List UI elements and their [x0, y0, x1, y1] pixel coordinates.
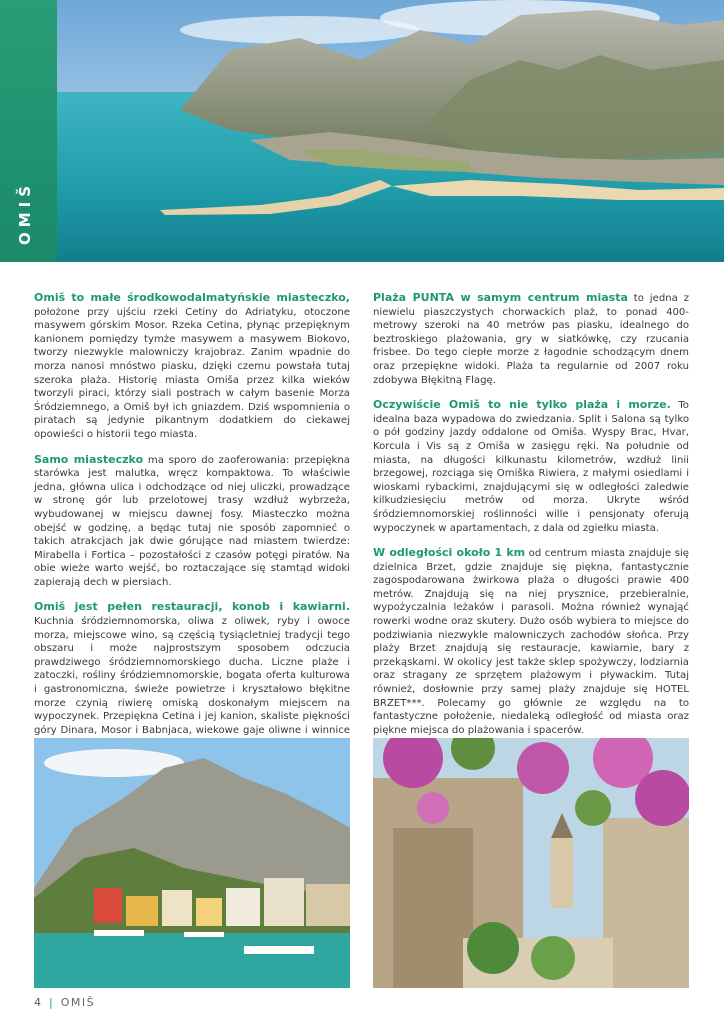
paragraph	[373, 291, 689, 387]
paragraph-lead: Samo miasteczko	[34, 452, 144, 466]
flowers-alley-photo	[373, 738, 689, 988]
footer-separator: |	[49, 996, 53, 1009]
paragraph	[34, 291, 350, 442]
hero-photo	[0, 0, 724, 262]
paragraph-body: Kuchnia śródziemnomorska, oliwa z oliwek, ryby i owoce morza, miejscowe wino, są częścią tysiącletniej tradycji tego obszaru i może najprostszym sposobem odczucia prawdziwego śródziemnomorskiego ducha. Liczne plaże i zatoczki, rośliny śródziemnomorskie, bogata oferta kulturowa i gastronomiczna, świeże powietrze i kryształowo błękitne morze czynią riwierę omiską doskonałym miejscem na wypoczynek. Przepiękna Cetina i jej kanion, skaliste piękności góry Dinara, Mosor i Babnjaca, wiekowe gaje oliwne i winnice	[34, 616, 350, 736]
paragraph-body: to jedna z niewielu piaszczystych chorwackich plaż, to ponad 400-metrowy szeroki na 40 metrów pas piasku, idealnego do beztroskiego plażowania, gry w siatkówkę, czy rzucania frisbee. Do tego ciepłe morze z łagodnie schodzącym dnem oraz przepiękne widoki. Plaża ta regularnie od 2007 roku zdobywa Błękitną Flagę.	[373, 293, 689, 386]
paragraph-body: położone przy ujściu rzeki Cetiny do Adriatyku, otoczone masywem górskim Mosor. Rzeka Cetina, płynąc przepięknym kanionem pomiędzy tymże masywem a masywem Biokovo, tworzy niezwykle malowniczy krajobraz. Zanim wpadnie do morza nanosi mnóstwo piasku, dzięki czemu powstała tutaj szeroka plaża. Historię miasta Omiša przez kilka wieków tworzyli piraci, którzy siali postrach w całym basenie Morza Śródziemnego, a Omiš był ich gniazdem. Dziś wspomnienia o piratach są jedynie pikantnym dodatkiem do ciekawej opowieści o historii tego miasta.	[34, 306, 350, 440]
flowers-alley-illustration	[373, 738, 689, 988]
paragraph-body: od centrum miasta znajduje się dzielnica Brzet, gdzie znajduje się piękna, fantastycznie zagospodarowana żwirkowa plaża o długości prawie 400 metrów. Znajdują się na niej prysznice, przebieralnie, wypożyczalnia leżaków i parasoli. Można również wynająć rowerki wodne oraz skutery. Dużo osób wybiera to miejsce do podziwiania niezwykle malowniczych zachodów słońca. Przy plaży Brzet znajdują się restauracje, kawiarnie, bary z przekąskami. W okolicy jest także sklep spożywczy, lodziarnia oraz stragany ze sprzętem plażowym i pływackim. Tutaj również, dosłownie przy samej plaży znajduje się HOTEL BRZET***. Polecamy go głównie ze względu na to fantastyczne położenie, niedaleką odległość od miasta oraz piękne miejsca do plażowania i spacerów.	[373, 548, 689, 736]
paragraph-lead: Omiš jest pełen restauracji, konob i kawiarni.	[34, 600, 350, 614]
paragraph	[373, 398, 689, 535]
paragraph-body: ma sporo do zaoferowania: przepiękna starówka jest malutka, wręcz kompaktowa. To właściwie jedna, główna ulica i odchodzące od niej uliczki, prowadzące w stronę gór lub przelotowej trasy wzdłuż wybrzeża, wybudowanej w miejscu dawnej fosy. Miasteczko można obejść w godzinę, a będąc tutaj nie sposób zapomnieć o takich atrakcjach jak dwie górujące nad miastem twierdze: Mirabella i Fortica – pozostałości z czasów potęgi piratów. Na obie wieże warto wejść, bo roztaczające się stamtąd widoki zapierają dech w piersiach.	[34, 454, 350, 588]
harbor-photo	[34, 738, 350, 988]
harbor-illustration	[34, 738, 350, 988]
aerial-coast-illustration	[0, 0, 724, 262]
paragraph	[34, 453, 350, 590]
paragraph-lead: W odległości około 1 km	[373, 546, 526, 560]
paragraph-body: To idealna baza wypadowa do zwiedzania. Split i Salona są tylko o pół godziny jazdy oddalone od Omiša. Wyspy Brac, Hvar, Korcula i Vis są z Omiša w zasięgu ręki. Na południe od miasta, na długości kilkunastu kilometrów, wzdłuż linii brzegowej, rozciąga się Omiška Riwiera, z małymi osiedlami i wioskami rybackimi, znajdującymi się w odległości zaledwie kilkudziesięciu metrów od morza. Ukryte wśród śródziemnomorskiej roślinności wille i pensjonaty oferują wypoczynek w apartamentach, z dala od zgiełku miasta.	[373, 400, 689, 534]
paragraph-lead: Plaża PUNTA w samym centrum miasta	[373, 291, 628, 304]
paragraph	[34, 600, 350, 751]
paragraph-lead: Oczywiście Omiš to nie tylko plaża i morze.	[373, 398, 671, 412]
paragraph-lead: Omiš to małe środkowodalmatyńskie miasteczko,	[34, 291, 350, 304]
paragraph	[373, 546, 689, 737]
page-footer	[34, 996, 95, 1009]
text-column-left	[34, 291, 350, 762]
page-number: 4	[34, 996, 41, 1009]
section-vertical-label: OMIŠ	[16, 180, 34, 245]
footer-section-name: OMIŠ	[60, 996, 96, 1009]
text-column-right	[373, 291, 689, 748]
